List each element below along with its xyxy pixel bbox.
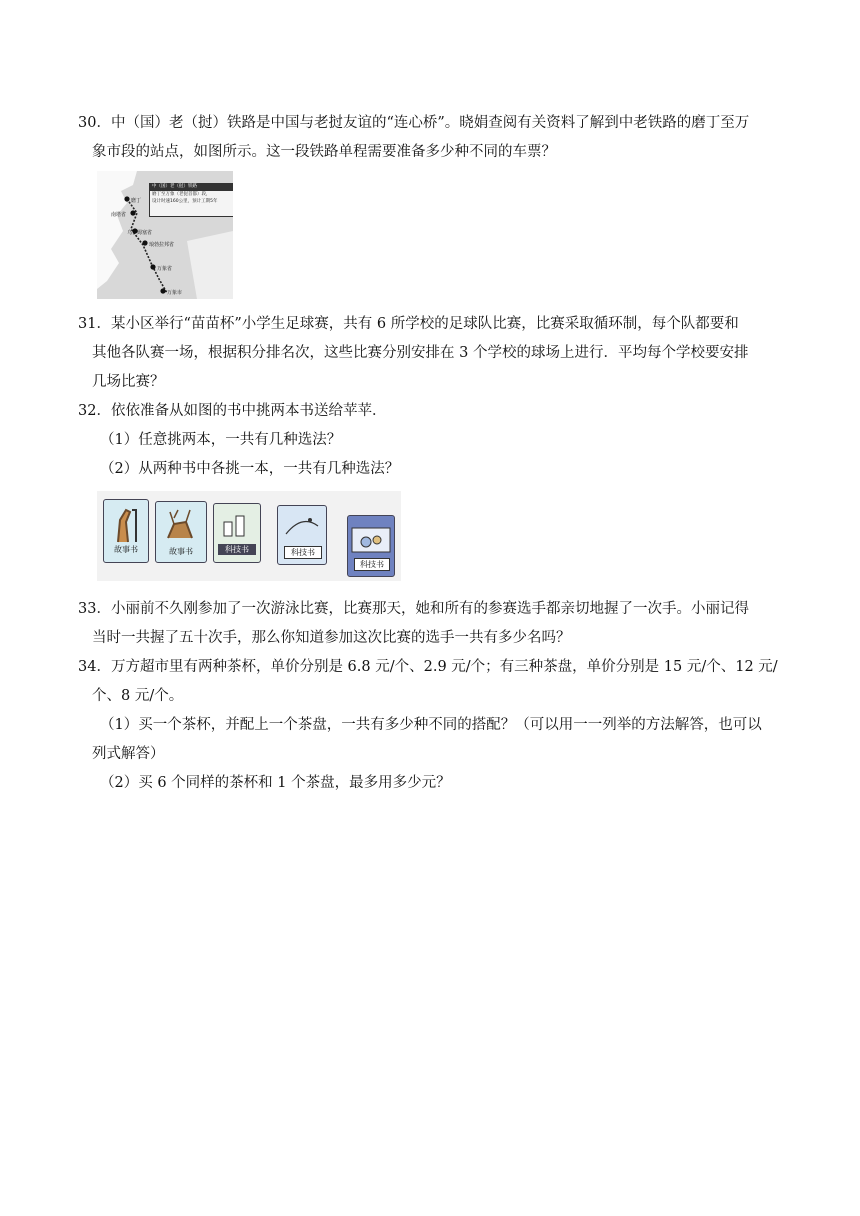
station-label: 琅勃拉邦省 bbox=[149, 242, 175, 248]
book-label: 故事书 bbox=[114, 545, 138, 554]
map-legend-title: 中（国）老（挝）铁路 bbox=[150, 184, 233, 191]
q30-line2: 象市段的站点，如图所示。这一段铁路单程需要准备多少种不同的车票？ bbox=[92, 144, 556, 160]
orbit-icon bbox=[278, 508, 326, 544]
station-label: 万象市 bbox=[167, 290, 183, 296]
book-label: 科技书 bbox=[284, 546, 322, 559]
map-legend bbox=[149, 183, 233, 217]
map-legend-text1: 磨丁至万象（老挝首都）段， bbox=[152, 192, 211, 197]
science-book bbox=[213, 503, 261, 563]
q32-sub1: （1）任意挑两本，一共有几种选法？ bbox=[100, 432, 342, 448]
q34-sub2: （2）买 6 个同样的茶杯和 1 个茶盘，最多用多少元？ bbox=[100, 775, 451, 791]
q34-sub1a: （1）买一个茶杯，并配上一个茶盘，一共有多少种不同的搭配？（可以用一一列举的方法解答，也可以 bbox=[100, 717, 762, 733]
q33-line2: 当时一共握了五十次手，那么你知道参加这次比赛的选手一共有多少名吗？ bbox=[92, 630, 571, 646]
q32-sub2: （2）从两种书中各挑一本，一共有几种选法？ bbox=[100, 461, 400, 477]
q34-line1: 34．万方超市里有两种茶杯，单价分别是 6.8 元/个、2.9 元/个；有三种茶盘，单价分别是 15 元/个、12 元/ bbox=[78, 659, 778, 675]
books-figure bbox=[97, 491, 401, 581]
q34-sub1b: 列式解答） bbox=[92, 746, 165, 762]
story-book bbox=[103, 499, 149, 563]
deer-icon bbox=[156, 504, 206, 548]
science-book bbox=[347, 515, 395, 577]
q34-line2: 个、8 元/个。 bbox=[92, 688, 184, 704]
station-label: 乌多姆塞省 bbox=[127, 230, 153, 236]
q33-line1: 33．小丽前不久刚参加了一次游泳比赛，比赛那天，她和所有的参赛选手都亲切地握了一次手。小丽记得 bbox=[78, 601, 749, 617]
q31-line3: 几场比赛？ bbox=[92, 374, 165, 390]
story-book bbox=[155, 501, 207, 563]
station-label: 南塔省 bbox=[111, 212, 127, 218]
q32-line1: 32．依依准备从如图的书中挑两本书送给苹苹． bbox=[78, 403, 387, 419]
station-label: 磨丁 bbox=[131, 198, 142, 204]
bottles-icon bbox=[214, 508, 260, 544]
book-label: 科技书 bbox=[354, 558, 390, 571]
q31-line1: 31．某小区举行“苗苗杯”小学生足球赛，共有 6 所学校的足球队比赛，比赛采取循环制，每个队都要和 bbox=[78, 316, 739, 332]
book-label: 科技书 bbox=[218, 544, 256, 555]
map-legend-text2: 设计时速160公里，预计工期5年 bbox=[152, 199, 218, 204]
q31-line2: 其他各队赛一场，根据积分排名次，这些比赛分别安排在 3 个学校的球场上进行．平均每个学校要安排 bbox=[92, 345, 749, 361]
science-book bbox=[277, 505, 327, 565]
station-label: 万象省 bbox=[157, 266, 173, 272]
q30-line1: 30．中（国）老（挝）铁路是中国与老挝友谊的“连心桥”。晓娟查阅有关资料了解到中老铁路的磨丁至万 bbox=[78, 115, 750, 131]
book-label: 故事书 bbox=[169, 547, 193, 556]
teapot-icon bbox=[348, 520, 394, 556]
giraffe-icon bbox=[104, 502, 148, 548]
railway-map-figure bbox=[97, 171, 233, 299]
